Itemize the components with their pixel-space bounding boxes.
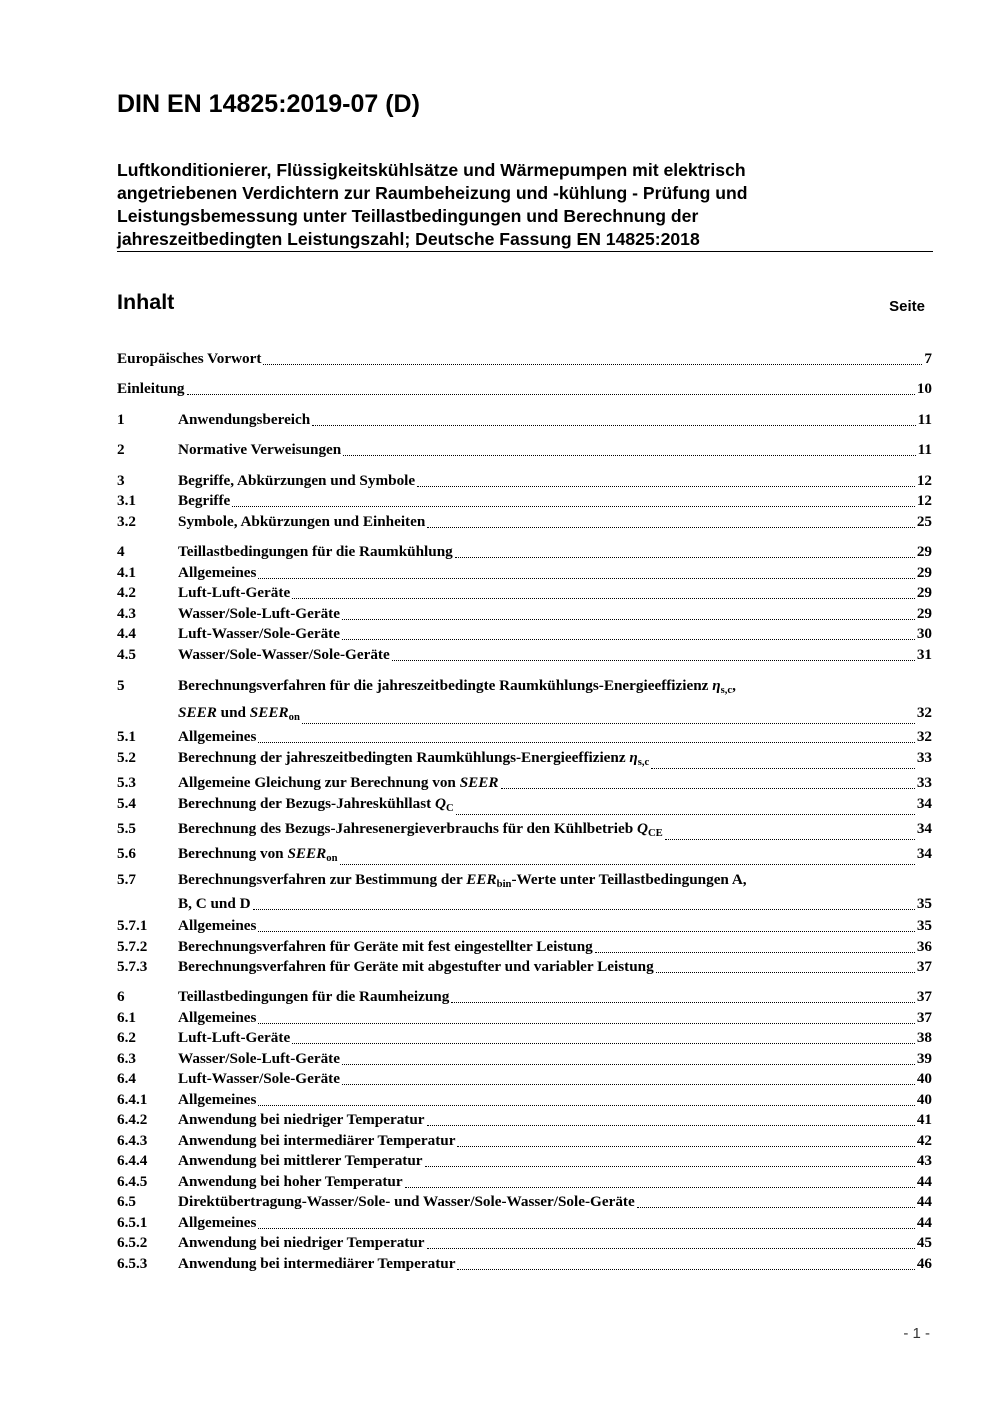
toc-entry-title	[178, 491, 230, 511]
toc-dot-leader	[302, 723, 915, 724]
toc-entry-title	[178, 563, 256, 583]
toc-entry-number: 6.5.2	[117, 1234, 148, 1251]
toc-entry-number: 5.1	[117, 728, 136, 745]
toc-entry-title-text: Anwendung bei intermediärer Temperatur	[178, 1132, 456, 1149]
toc-dot-leader	[292, 1043, 915, 1044]
toc-entry-page: 31	[916, 646, 932, 663]
toc-dot-leader	[665, 839, 915, 840]
toc-dot-leader	[258, 742, 914, 743]
toc-entry-title	[178, 1172, 403, 1192]
toc-entry-body	[178, 794, 932, 819]
toc-entry-title	[178, 987, 449, 1007]
document-subtitle	[117, 159, 933, 251]
toc-entry-body	[178, 563, 932, 583]
toc-entry-page: 33	[916, 774, 932, 791]
toc-dot-leader	[637, 1207, 915, 1208]
toc-entry-number: 4.3	[117, 605, 136, 622]
toc-entry-page: 11	[917, 411, 932, 428]
toc-entry-title-text: Begriffe	[178, 492, 231, 509]
toc-entry-title	[117, 349, 261, 369]
toc-dot-leader	[187, 394, 915, 395]
toc-entry-title	[178, 937, 593, 957]
toc-dot-leader	[427, 1248, 915, 1249]
toc-entry-page: 44	[916, 1193, 932, 1210]
toc-dot-leader	[263, 364, 922, 365]
toc-dot-leader	[455, 557, 915, 558]
toc-entry-title-text: Wasser/Sole-Luft-Geräte	[178, 1050, 340, 1067]
toc-entry-body	[178, 440, 932, 460]
toc-entry-body	[178, 1254, 932, 1274]
toc-entry-subscript: s,c	[720, 685, 733, 696]
toc-dot-leader	[417, 486, 915, 487]
toc-entry-title-text: Normative Verweisungen	[178, 441, 342, 458]
toc-entry-page: 35	[916, 917, 932, 934]
toc-entry-page: 45	[916, 1234, 932, 1251]
toc-dot-leader	[258, 1023, 914, 1024]
toc-entry-title	[178, 1090, 256, 1110]
toc-entry-title-text: Allgemeines	[178, 1214, 257, 1231]
toc-entry-title-text: Allgemeines	[178, 564, 257, 581]
toc-entry-title-text: Luft-Luft-Geräte	[178, 1029, 291, 1046]
toc-entry-title-text: Direktübertragung-Wasser/Sole- und Wasser/Sole-Wasser/Sole-Geräte	[178, 1193, 635, 1210]
toc-entry-page: 37	[916, 958, 932, 975]
toc-entry-title-text: Symbole, Abkürzungen und Einheiten	[178, 513, 426, 530]
toc-entry-page: 39	[916, 1050, 932, 1067]
toc-entry-body	[178, 727, 932, 747]
toc-dot-leader	[405, 1187, 915, 1188]
toc-entry-body	[117, 379, 932, 399]
toc-dot-leader	[427, 1125, 915, 1126]
toc-entry-title-text: Anwendung bei hoher Temperatur	[178, 1173, 403, 1190]
toc-entry-body	[178, 1233, 932, 1253]
toc-entry-page: 37	[916, 988, 932, 1005]
toc-entry-title	[178, 1008, 256, 1028]
toc-entry-math: η	[712, 677, 721, 694]
toc-entry-page: 29	[916, 605, 932, 622]
toc-entry-body	[178, 937, 932, 957]
toc-entry-page: 43	[916, 1152, 932, 1169]
toc-entry-body	[178, 491, 932, 511]
toc-entry-page: 29	[916, 584, 932, 601]
toc-entry-number: 4.5	[117, 646, 136, 663]
toc-entry-page: 44	[916, 1173, 932, 1190]
toc-dot-leader	[253, 909, 915, 910]
toc-entry-page: 42	[916, 1132, 932, 1149]
toc-dot-leader	[342, 619, 915, 620]
toc-entry-number: 3.2	[117, 513, 136, 530]
toc-entry-title	[178, 819, 663, 844]
toc-entry-number: 5.7.1	[117, 917, 148, 934]
toc-entry-number: 6.2	[117, 1029, 136, 1046]
toc-entry-title-text: Allgemeines	[178, 1091, 257, 1108]
toc-entry-page: 40	[916, 1070, 932, 1087]
toc-entry-title-text: Berechnungsverfahren zur Bestimmung der	[178, 871, 463, 888]
toc-dot-leader	[425, 1166, 915, 1167]
toc-entry-page: 37	[916, 1009, 932, 1026]
toc-entry-body	[178, 1151, 932, 1171]
toc-entry-title-text: Berechnung der Bezugs-Jahreskühllast	[178, 795, 432, 812]
toc-entry-title	[178, 1110, 425, 1130]
toc-entry-number: 5.7.2	[117, 938, 148, 955]
subtitle-line: Leistungsbemessung unter Teillastbedingungen und Berechnung der	[117, 206, 699, 226]
toc-entry-title	[178, 773, 499, 793]
toc-entry-number: 6.4.2	[117, 1111, 148, 1128]
toc-entry-title	[178, 1192, 635, 1212]
toc-dot-leader	[456, 814, 915, 815]
toc-heading: Inhalt	[117, 290, 175, 314]
toc-entry-title-text: Anwendung bei niedriger Temperatur	[178, 1111, 425, 1128]
toc-entry-body	[178, 645, 932, 665]
page-number: - 1 -	[903, 1325, 930, 1342]
toc-entry-number: 6.5	[117, 1193, 136, 1210]
toc-entry-number: 5.5	[117, 820, 136, 837]
toc-entry-continuation	[178, 894, 932, 914]
toc-entry-line2-joiner: und	[216, 704, 250, 721]
toc-entry-title	[178, 1151, 423, 1171]
subtitle-line: angetriebenen Verdichtern zur Raumbeheizung und -kühlung - Prüfung und	[117, 183, 748, 203]
toc-entry-body	[178, 916, 932, 936]
toc-entry-page: 34	[916, 820, 932, 837]
toc-entry-title-text: Einleitung	[117, 380, 185, 397]
toc-entry-subscript: C	[445, 803, 454, 814]
toc-entry-body	[178, 1213, 932, 1233]
toc-dot-leader	[451, 1002, 914, 1003]
toc-entry-title	[178, 410, 310, 430]
toc-entry-title-text: Allgemeine Gleichung zur Berechnung von	[178, 774, 456, 791]
toc-entry-subscript: on	[288, 712, 300, 723]
toc-entry-page: 32	[916, 704, 932, 721]
toc-entry-number: 5.7	[117, 871, 136, 888]
toc-entry-page: 12	[916, 472, 932, 489]
toc-entry-page: 41	[916, 1111, 932, 1128]
toc-entry-math: SEER	[287, 845, 327, 862]
toc-entry-page: 38	[916, 1029, 932, 1046]
toc-entry-title-text: Teillastbedingungen für die Raumheizung	[178, 988, 450, 1005]
toc-dot-leader	[595, 952, 915, 953]
toc-dot-leader	[342, 639, 915, 640]
subtitle-line: jahreszeitbedingten Leistungszahl; Deutsche Fassung EN 14825:2018	[117, 229, 700, 249]
toc-entry-title	[178, 748, 649, 773]
toc-page-column-label: Seite	[889, 298, 925, 315]
toc-entry-title-text: Anwendung bei niedriger Temperatur	[178, 1234, 425, 1251]
toc-entry-title-text: Begriffe, Abkürzungen und Symbole	[178, 472, 416, 489]
toc-entry-title	[178, 1069, 340, 1089]
toc-entry-title-tail: ,	[732, 677, 736, 694]
toc-entry-body	[178, 1172, 932, 1192]
toc-entry-math: Q	[637, 820, 648, 837]
toc-dot-leader	[312, 425, 915, 426]
toc-entry-number: 6.5.3	[117, 1255, 148, 1272]
toc-entry-number: 6	[117, 988, 125, 1005]
toc-entry-body	[178, 410, 932, 430]
toc-entry-body	[178, 624, 932, 644]
toc-entry-number: 5.2	[117, 749, 136, 766]
toc-dot-leader	[392, 660, 915, 661]
toc-entry-body	[178, 1008, 932, 1028]
toc-entry-page: 12	[916, 492, 932, 509]
toc-entry-title	[178, 1213, 256, 1233]
toc-entry-number: 2	[117, 441, 125, 458]
toc-entry-title	[178, 440, 341, 460]
toc-entry-title	[178, 870, 932, 895]
toc-entry-page: 30	[916, 625, 932, 642]
toc-entry-title	[178, 624, 340, 644]
toc-entry-page: 44	[916, 1214, 932, 1231]
toc-entry-number: 6.4.1	[117, 1091, 148, 1108]
toc-entry-math: Q	[434, 795, 446, 812]
toc-entry-page: 29	[916, 564, 932, 581]
toc-entry-title-text: Allgemeines	[178, 728, 257, 745]
toc-entry-title-text: Anwendung bei intermediärer Temperatur	[178, 1255, 456, 1272]
toc-entry-title	[178, 957, 654, 977]
toc-entry-page: 46	[916, 1255, 932, 1272]
toc-entry-continuation	[178, 703, 932, 728]
toc-entry-body	[178, 987, 932, 1007]
toc-entry-body	[178, 583, 932, 603]
toc-entry-body	[178, 1110, 932, 1130]
toc-entry-page: 34	[916, 845, 932, 862]
toc-dot-leader	[232, 506, 915, 507]
toc-entry-number: 6.3	[117, 1050, 136, 1067]
toc-entry-body	[178, 819, 932, 844]
toc-entry-title	[178, 471, 415, 491]
toc-entry-number: 5	[117, 677, 125, 694]
toc-entry-line2: SEER	[178, 704, 217, 721]
toc-entry-body	[178, 1049, 932, 1069]
subtitle-line: Luftkonditionierer, Flüssigkeitskühlsätze und Wärmepumpen mit elektrisch	[117, 160, 746, 180]
toc-entry-page: 34	[916, 795, 932, 812]
toc-entry-subscript: CE	[647, 828, 663, 839]
toc-entry-number: 4.4	[117, 625, 136, 642]
toc-entry-line2-math: SEER	[249, 704, 289, 721]
toc-dot-leader	[656, 972, 915, 973]
toc-entry-title-text: Berechnungsverfahren für die jahreszeitbedingte Raumkühlungs-Energieeffizienz	[178, 677, 709, 694]
toc-entry-title	[178, 583, 290, 603]
toc-dot-leader	[258, 1228, 914, 1229]
toc-entry-page: 29	[916, 543, 932, 560]
toc-entry-body	[178, 471, 932, 491]
toc-entry-body	[178, 773, 932, 793]
toc-entry-line2: B, C und D	[178, 895, 251, 912]
toc-entry-page: 10	[916, 380, 932, 397]
toc-entry-title	[178, 1028, 290, 1048]
toc-entry-title	[178, 1254, 455, 1274]
toc-entry-subscript: bin	[496, 879, 512, 890]
toc-entry-title	[178, 512, 425, 532]
toc-entry-subscript: on	[326, 853, 338, 864]
toc-entry-title-line2	[178, 894, 251, 914]
toc-entry-page: 35	[916, 895, 932, 912]
toc-entry-body	[178, 1028, 932, 1048]
toc-entry-body	[178, 512, 932, 532]
toc-dot-leader	[342, 1064, 915, 1065]
toc-entry-body	[178, 1131, 932, 1151]
toc-entry-number: 5.4	[117, 795, 136, 812]
toc-entry-page: 25	[916, 513, 932, 530]
toc-entry-title	[178, 727, 256, 747]
toc-entry-body	[178, 844, 932, 869]
toc-dot-leader	[501, 788, 915, 789]
toc-entry-number: 5.6	[117, 845, 136, 862]
toc-entry-number: 5.7.3	[117, 958, 148, 975]
toc-entry-math: EER	[466, 871, 497, 888]
toc-entry-number: 6.4.3	[117, 1132, 148, 1149]
toc-entry-math: SEER	[459, 774, 499, 791]
toc-entry-title	[178, 794, 454, 819]
toc-entry-body	[178, 604, 932, 624]
toc-entry-page: 40	[916, 1091, 932, 1108]
toc-entry-title	[178, 1131, 455, 1151]
toc-entry-body	[117, 349, 932, 369]
toc-entry-title-text: Berechnungsverfahren für Geräte mit abgestufter und variabler Leistung	[178, 958, 654, 975]
toc-entry-number: 6.1	[117, 1009, 136, 1026]
toc-entry-title-tail: -Werte unter Teillastbedingungen A,	[511, 871, 747, 888]
toc-dot-leader	[457, 1146, 914, 1147]
toc-dot-leader	[651, 768, 915, 769]
toc-entry-title	[178, 645, 390, 665]
toc-entry-number: 6.4	[117, 1070, 136, 1087]
toc-entry-body	[178, 1090, 932, 1110]
toc-entry-number: 4.1	[117, 564, 136, 581]
toc-dot-leader	[342, 1084, 915, 1085]
toc-entry-title	[117, 379, 185, 399]
toc-entry-body	[178, 542, 932, 562]
toc-entry-title-line2	[178, 703, 300, 728]
toc-dot-leader	[258, 1105, 914, 1106]
title-divider	[117, 251, 933, 252]
toc-entry-page: 11	[917, 441, 932, 458]
toc-dot-leader	[258, 931, 914, 932]
toc-entry-title	[178, 676, 932, 701]
toc-dot-leader	[427, 527, 915, 528]
toc-dot-leader	[258, 578, 914, 579]
toc-entry-page: 36	[916, 938, 932, 955]
toc-dot-leader	[343, 455, 915, 456]
toc-entry-number: 4	[117, 543, 125, 560]
toc-entry-title-text: Luft-Luft-Geräte	[178, 584, 291, 601]
toc-entry-number: 6.4.4	[117, 1152, 148, 1169]
toc-entry-body	[178, 1069, 932, 1089]
toc-entry-body	[178, 1192, 932, 1212]
toc-entry-page: 7	[924, 350, 932, 367]
toc-entry-title-text: Wasser/Sole-Wasser/Sole-Geräte	[178, 646, 390, 663]
toc-entry-title-text: Berechnung des Bezugs-Jahresenergieverbrauchs für den Kühlbetrieb	[178, 820, 634, 837]
toc-entry-body	[178, 957, 932, 977]
toc-dot-leader	[292, 598, 915, 599]
toc-entry-title-text: Berechnung von	[178, 845, 284, 862]
toc-entry-title	[178, 1233, 425, 1253]
toc-entry-title-text: Allgemeines	[178, 1009, 257, 1026]
toc-entry-number: 6.5.1	[117, 1214, 148, 1231]
toc-entry-number: 5.3	[117, 774, 136, 791]
toc-entry-subscript: s,c	[637, 757, 650, 768]
toc-entry-title-text: Luft-Wasser/Sole-Geräte	[178, 625, 340, 642]
toc-entry-number: 1	[117, 411, 125, 428]
toc-entry-title-text: Teillastbedingungen für die Raumkühlung	[178, 543, 453, 560]
toc-entry-title	[178, 844, 338, 869]
toc-entry-number: 3.1	[117, 492, 136, 509]
toc-entry-number: 3	[117, 472, 125, 489]
toc-entry-title-text: Allgemeines	[178, 917, 257, 934]
toc-entry-title-text: Berechnung der jahreszeitbedingten Raumkühlungs-Energieeffizienz	[178, 749, 626, 766]
toc-entry-number: 4.2	[117, 584, 136, 601]
toc-entry-number: 6.4.5	[117, 1173, 148, 1190]
toc-entry-title	[178, 916, 256, 936]
toc-dot-leader	[340, 864, 915, 865]
toc-entry-title-text: Wasser/Sole-Luft-Geräte	[178, 605, 340, 622]
document-title: DIN EN 14825:2019-07 (D)	[117, 90, 420, 118]
toc-entry-title-text: Luft-Wasser/Sole-Geräte	[178, 1070, 340, 1087]
toc-dot-leader	[457, 1269, 914, 1270]
toc-entry-title	[178, 542, 453, 562]
toc-entry-page: 32	[916, 728, 932, 745]
toc-entry-title-text: Berechnungsverfahren für Geräte mit fest eingestellter Leistung	[178, 938, 593, 955]
toc-entry-body	[178, 748, 932, 773]
toc-entry-title	[178, 604, 340, 624]
toc-entry-page: 33	[916, 749, 932, 766]
toc-entry-title-text: Europäisches Vorwort	[117, 350, 262, 367]
toc-entry-math: η	[629, 749, 638, 766]
toc-entry-title-text: Anwendungsbereich	[178, 411, 311, 428]
toc-entry-title-text: Anwendung bei mittlerer Temperatur	[178, 1152, 423, 1169]
toc-entry-title	[178, 1049, 340, 1069]
